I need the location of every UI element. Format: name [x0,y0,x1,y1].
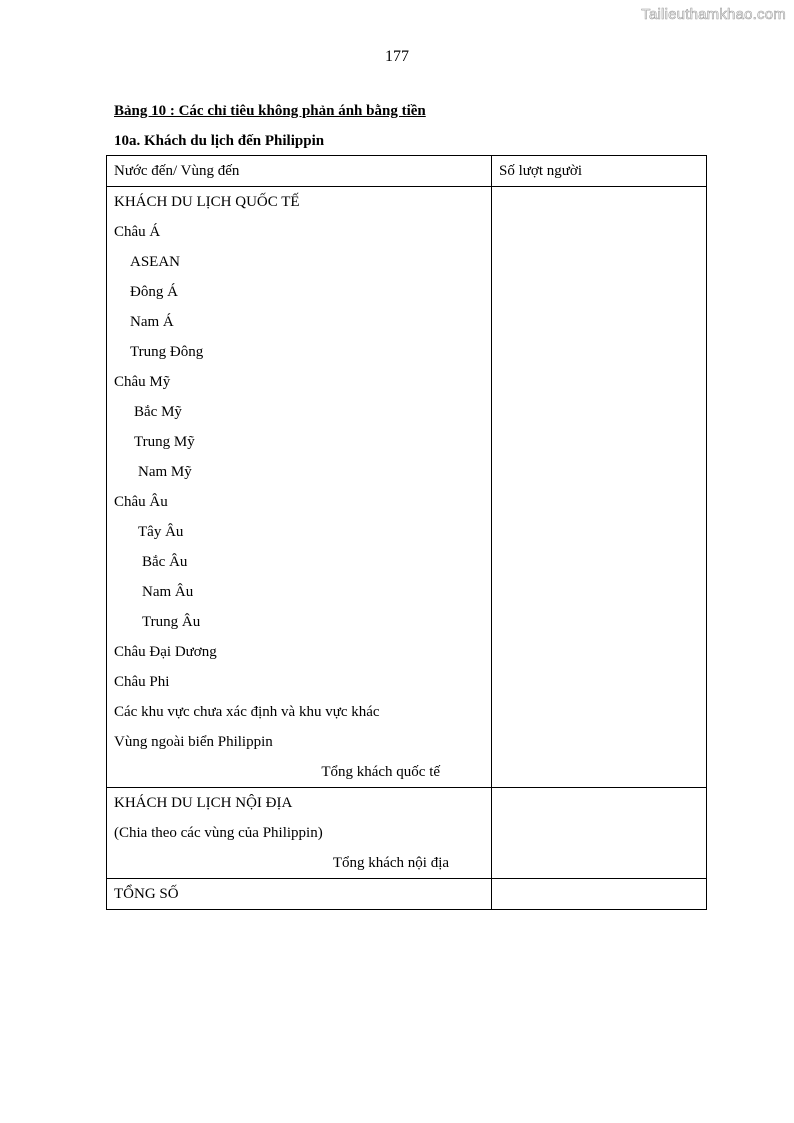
region-other: Các khu vực chưa xác định và khu vực khác [114,704,380,720]
header-cell-visitors [492,156,707,187]
subregion-asean: ASEAN [130,254,181,270]
grand-total-row [107,879,707,910]
subregion-south-america: Nam Mỹ [138,464,192,480]
region-africa: Châu Phi [114,674,170,690]
region-europe: Châu Âu [114,494,168,510]
page-number: 177 [385,48,409,65]
domestic-values-cell [492,788,707,879]
table-header-row [107,156,707,187]
header-cell-destination [107,156,492,187]
tourist-arrivals-table [106,155,707,910]
subregion-central-europe: Trung Âu [142,614,201,630]
grand-total-value-cell [492,879,707,910]
domestic-heading: KHÁCH DU LỊCH NỘI ĐỊA [114,795,293,811]
region-asia: Châu Á [114,224,161,240]
international-total: Tổng khách quốc tế [321,764,441,780]
subregion-southern-europe: Nam Âu [142,584,194,600]
watermark: Tailieuthamkhao.com [641,6,786,23]
international-heading: KHÁCH DU LỊCH QUỐC TẾ [114,194,300,210]
domestic-total: Tổng khách nội địa [332,855,450,871]
domestic-note: (Chia theo các vùng của Philippin) [114,825,323,841]
domestic-labels-cell [107,788,492,879]
subregion-central-america: Trung Mỹ [134,434,195,450]
subregion-northern-europe: Bắc Âu [142,554,188,570]
grand-total-label-cell [107,879,492,910]
subregion-western-europe: Tây Âu [138,524,184,540]
header-destination: Nước đến/ Vùng đến [114,163,240,179]
international-section [107,187,707,788]
international-labels-cell [107,187,492,788]
subregion-middle-east: Trung Đông [130,344,204,360]
table-title: Bảng 10 : Các chỉ tiêu không phản ánh bằng tiền [114,103,426,119]
region-america: Châu Mỹ [114,374,171,390]
table-subtitle: 10a. Khách du lịch đến Philippin [114,133,325,149]
region-offshore: Vùng ngoài biển Philippin [114,734,273,750]
header-visitors: Số lượt người [499,163,583,179]
international-values-cell [492,187,707,788]
subregion-south-asia: Nam Á [130,314,174,330]
domestic-section [107,788,707,879]
region-oceania: Châu Đại Dương [114,644,217,660]
subregion-north-america: Bắc Mỹ [134,404,182,420]
grand-total-label: TỔNG SỐ [114,886,179,902]
subregion-east-asia: Đông Á [130,284,178,300]
